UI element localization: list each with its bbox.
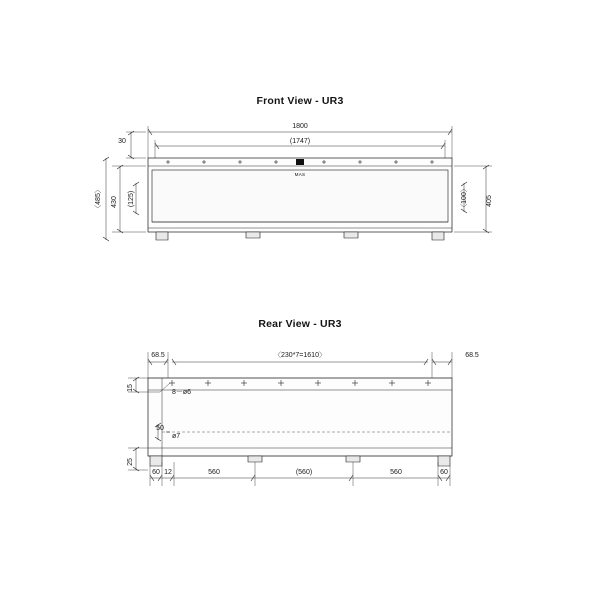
note-hole-count: 8－ø6 xyxy=(172,389,192,396)
dim-overall-width: 1800 xyxy=(292,123,308,130)
dim-inner-depth: 〈100〉 xyxy=(461,185,468,211)
leg-rear-1 xyxy=(150,456,162,466)
dim-bottom-band: 25 xyxy=(127,458,134,466)
leg-rear-3 xyxy=(346,456,360,462)
dim-right-edge-offset: 68.5 xyxy=(465,352,479,359)
brand-mark: MAS xyxy=(294,172,306,177)
front-view-title: Front View - UR3 xyxy=(256,95,344,107)
dim-slot-height: 50 xyxy=(156,425,164,432)
rear-view-title: Rear View - UR3 xyxy=(258,318,342,330)
dim-foot-left: 60 xyxy=(152,469,160,476)
dim-inner-height: (125) xyxy=(128,190,135,208)
dim-overall-height: 〈485〉 xyxy=(95,186,102,212)
dim-inner-width: (1747) xyxy=(289,138,311,145)
dim-hole-pitch: 〈230*7=1610〉 xyxy=(274,352,326,359)
dim-top-flange-height: 30 xyxy=(118,138,126,145)
dim-right-height: 405 xyxy=(486,195,493,207)
dim-body-height: 430 xyxy=(111,196,118,208)
dim-foot-right: 60 xyxy=(440,469,448,476)
leg-rear-4 xyxy=(438,456,450,466)
dim-span-1: 560 xyxy=(208,469,220,476)
dim-span-2: (560) xyxy=(295,469,313,476)
dim-foot-inner: 12 xyxy=(164,469,172,476)
dim-span-3: 560 xyxy=(390,469,402,476)
note-slot-diameter: ø7 xyxy=(172,433,181,440)
leg-rear-2 xyxy=(248,456,262,462)
dim-top-band: 15 xyxy=(127,384,134,392)
dim-left-edge-offset: 68.5 xyxy=(151,352,165,359)
